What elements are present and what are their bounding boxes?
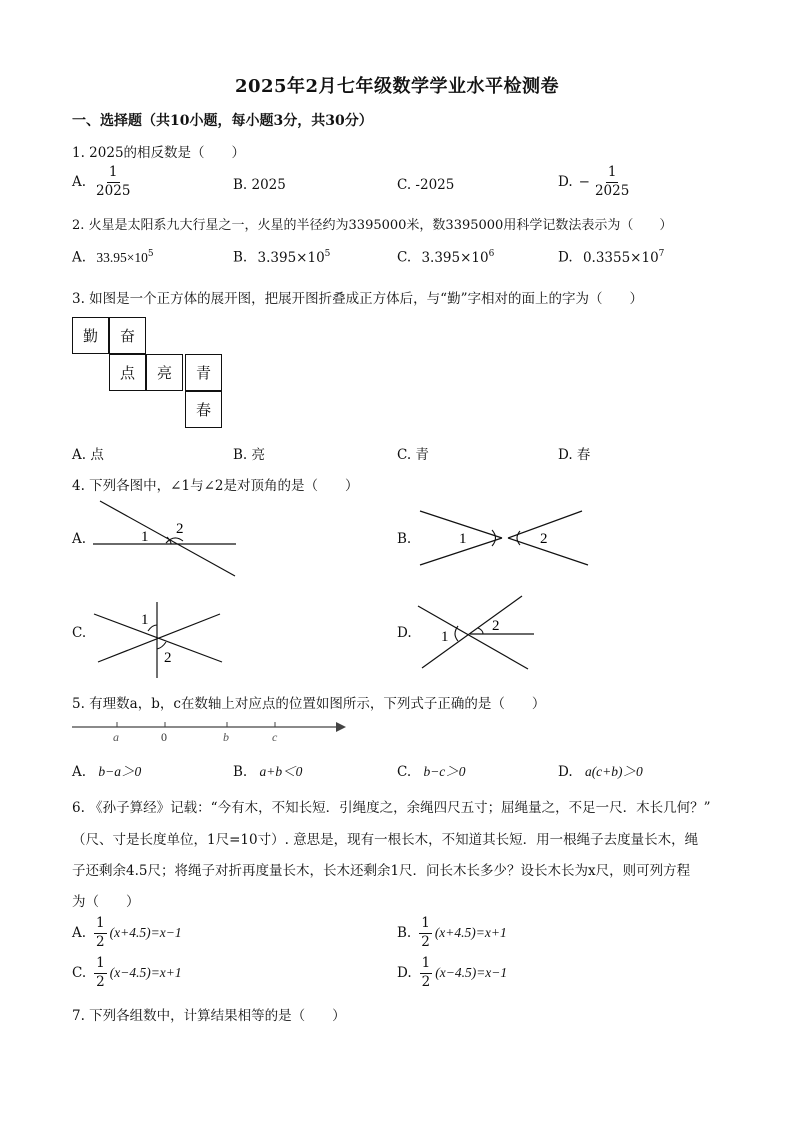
expression: (x−4.5)=x+1 (109, 965, 182, 980)
fraction (94, 957, 107, 989)
fraction (94, 166, 132, 198)
net-cell: 青 (185, 354, 222, 391)
expression: b−a＞0 (98, 764, 142, 779)
numerator: 1 (94, 917, 107, 934)
question-6-line-3: 子还剩余4.5尺；将绳子对折再度量长木，长木还剩余1尺．问长木长多少？设长木长为x尺，则可列方程 (72, 863, 691, 879)
expression: (x+4.5)=x+1 (434, 925, 507, 940)
angle-2-label: 2 (540, 531, 548, 547)
sci-base: 3.395×10 (421, 249, 489, 266)
angle-2-label: 2 (176, 521, 184, 537)
net-cell: 亮 (146, 354, 183, 391)
net-cell: 春 (185, 391, 222, 428)
point-b-label: b (223, 730, 229, 744)
option-letter: A. (72, 174, 87, 190)
q6-option-b[interactable] (397, 917, 507, 949)
sci-exponent: 6 (488, 249, 495, 259)
angle-2-label: 2 (164, 650, 172, 666)
net-cell: 勤 (72, 317, 109, 354)
question-2-stem: 2. 火星是太阳系九大行星之一，火星的半径约为3395000米，数3395000用科学记数法表示为（ ） (72, 218, 673, 233)
question-6-line-1: 6. 《孙子算经》记载：“今有木，不知长短．引绳度之，余绳四尺五寸；屈绳量之，不足一尺．木长几何？” (72, 800, 711, 816)
option-letter: C. (72, 965, 87, 981)
expression: a+b＜0 (259, 764, 303, 779)
sci-exponent: 5 (147, 249, 154, 259)
denominator: 2025 (96, 182, 131, 199)
q4-figure-d (412, 592, 542, 672)
angle-1-label: 1 (441, 629, 449, 645)
q1-option-a[interactable] (72, 166, 135, 198)
sci-base: 33.95×10 (96, 249, 148, 265)
minus-sign: − (578, 174, 590, 190)
denominator: 2025 (594, 182, 630, 199)
origin-label: 0 (161, 730, 167, 744)
q6-option-c[interactable] (72, 957, 182, 989)
angle-2-label: 2 (492, 618, 500, 634)
page-title: 2025年2月七年级数学学业水平检测卷 (234, 76, 560, 97)
q3-option-b[interactable]: B. 亮 (233, 447, 266, 463)
question-6-line-2: （尺、寸是长度单位，1尺=10寸）. 意思是，现有一根长木，不知道其长短．用一根绳子去度量长木，绳 (72, 832, 699, 848)
expression: b−c＞0 (423, 764, 466, 779)
angle-1-label: 1 (141, 529, 149, 545)
q3-option-c[interactable]: C. 青 (397, 447, 429, 463)
q6-option-a[interactable] (72, 917, 182, 949)
option-letter: C. (397, 249, 412, 266)
q2-option-b[interactable] (233, 249, 330, 266)
expression: a(c+b)＞0 (584, 764, 643, 779)
option-letter: A. (72, 249, 87, 266)
q4-figure-c (90, 600, 230, 680)
q1-option-d[interactable] (558, 166, 634, 198)
fraction (94, 917, 107, 949)
q5-option-d[interactable] (558, 760, 643, 780)
sci-exponent: 5 (324, 249, 331, 259)
q6-option-d[interactable] (397, 957, 507, 989)
q5-option-a[interactable] (72, 760, 141, 780)
fraction (593, 166, 631, 198)
numerator: 1 (107, 166, 120, 183)
section-header: 一、选择题（共10小题，每小题3分，共30分） (72, 113, 373, 129)
q4-figure-a (88, 498, 248, 580)
q3-option-d[interactable]: D. 春 (558, 447, 591, 463)
expression: (x−4.5)=x−1 (435, 965, 508, 980)
q5-option-b[interactable] (233, 760, 302, 780)
fraction (419, 917, 432, 949)
option-letter: B. (233, 764, 248, 780)
q3-option-a[interactable]: A. 点 (72, 447, 104, 463)
q2-option-c[interactable] (397, 249, 494, 266)
question-4-stem: 4. 下列各图中，∠1与∠2是对顶角的是（ ） (72, 478, 359, 494)
q2-option-d[interactable] (558, 249, 664, 266)
option-letter: D. (397, 965, 412, 981)
denominator: 2 (96, 973, 105, 990)
option-letter: A. (72, 764, 87, 780)
numerator: 1 (94, 957, 107, 974)
number-line (70, 716, 355, 746)
q2-option-a[interactable] (72, 249, 154, 266)
q4-option-d-label[interactable]: D. (397, 625, 412, 641)
question-6-line-4: 为（ ） (72, 894, 140, 910)
numerator: 1 (420, 957, 433, 974)
denominator: 2 (421, 973, 431, 990)
option-letter: D. (558, 764, 573, 780)
numerator: 1 (606, 166, 619, 183)
denominator: 2 (421, 933, 430, 950)
q4-option-b-label[interactable]: B. (397, 531, 412, 547)
option-letter: B. (397, 925, 412, 941)
option-letter: D. (558, 174, 573, 190)
option-letter: D. (558, 249, 573, 266)
net-cell: 奋 (109, 317, 146, 354)
q4-figure-b (412, 505, 592, 571)
sci-base: 3.395×10 (257, 249, 325, 266)
point-c-label: c (272, 730, 278, 744)
question-1-stem: 1. 2025的相反数是（ ） (72, 145, 246, 161)
option-letter: C. (397, 764, 412, 780)
net-cell: 点 (109, 354, 146, 391)
q5-option-c[interactable] (397, 760, 466, 780)
q4-option-c-label[interactable]: C. (72, 625, 87, 641)
q1-option-c[interactable]: C. -2025 (397, 177, 455, 193)
angle-1-label: 1 (141, 612, 149, 628)
sci-exponent: 7 (658, 249, 665, 259)
cube-net-figure (72, 317, 232, 432)
numerator: 1 (419, 917, 432, 934)
expression: (x+4.5)=x−1 (109, 925, 182, 940)
fraction (420, 957, 433, 989)
sci-base: 0.3355×10 (582, 249, 659, 266)
question-3-stem: 3. 如图是一个正方体的展开图，把展开图折叠成正方体后，与“勤”字相对的面上的字为（ ） (72, 291, 643, 307)
denominator: 2 (96, 933, 105, 950)
question-7-stem: 7. 下列各组数中，计算结果相等的是（ ） (72, 1008, 346, 1024)
point-a-label: a (113, 730, 119, 744)
question-5-stem: 5. 有理数a，b，c在数轴上对应点的位置如图所示，下列式子正确的是（ ） (72, 696, 546, 712)
option-letter: B. (233, 249, 248, 266)
option-letter: A. (72, 925, 87, 941)
q4-option-a-label[interactable]: A. (72, 531, 87, 547)
q1-option-b[interactable]: B. 2025 (233, 177, 286, 193)
angle-1-label: 1 (459, 531, 467, 547)
